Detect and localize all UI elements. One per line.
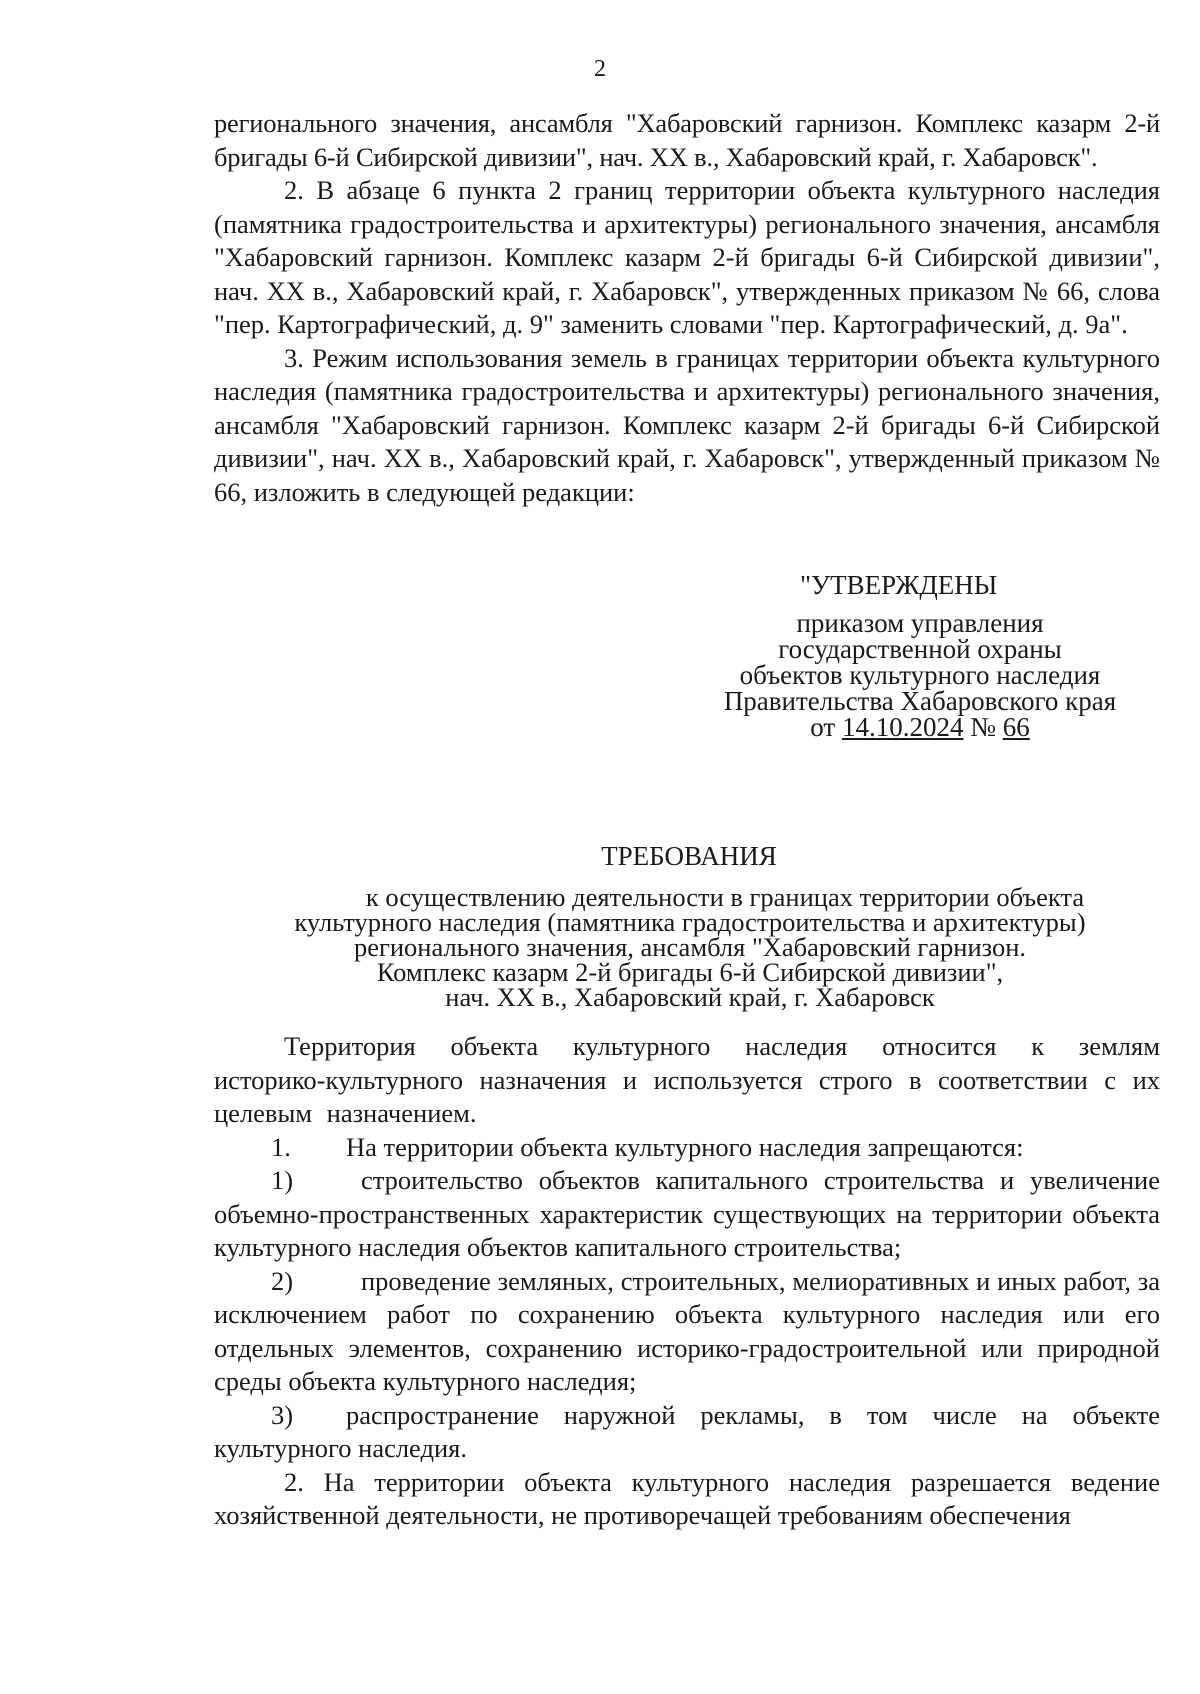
body-text — [214, 107, 1160, 509]
sub-item-number: 2) — [271, 1265, 294, 1296]
requirement-item-2: 2. На территории объекта культурного наследия разрешается ведение хозяйственной деятельности, не противоречащей требованиям обеспечения — [214, 1466, 1160, 1530]
paragraph-continuation: регионального значения, ансамбля "Хабаровский гарнизон. Комплекс казарм 2-й бригады 6-й Сибирской дивизии", нач. XX в., Хабаровский край, г. Хабаровск". — [214, 108, 1160, 172]
date-prefix: от — [810, 712, 836, 742]
requirements-subtitle — [230, 882, 1150, 1012]
approval-number: 66 — [1002, 712, 1030, 742]
sub-item-3 — [214, 1399, 1160, 1466]
paragraph-2: 2. В абзаце 6 пункта 2 границ территории объекта культурного наследия (памятника градостроительства и архитектуры) регионального значения, ансамбля "Хабаровский гарнизон. Комплекс казарм 2-й бригады 6-й Сибирской дивизии", нач. XX в., Хабаровский край, г. Хабаровск", утвержденных приказом № 66, слова "пер. Картографический, д. 9" заменить словами "пер. Картографический, д. 9а". — [214, 175, 1160, 339]
sub-item-text: строительство объектов капитального строительства и увеличение объемно-пространственных характеристик существующих на территории объекта культурного наследия объектов капитального строительства; — [214, 1165, 1160, 1262]
sub-item-2 — [214, 1265, 1160, 1399]
approval-date-line — [700, 714, 1140, 740]
sub-item-text: распространение наружной рекламы, в том числе на объекте культурного наследия. — [214, 1399, 1160, 1463]
approval-block — [700, 568, 1140, 740]
approval-line-2: государственной охраны — [778, 634, 1062, 664]
item-text: На территории объекта культурного наследия запрещаются: — [346, 1131, 1024, 1162]
item-number: 1. — [271, 1131, 291, 1162]
requirements-intro: Территория объекта культурного наследия относится к землям историко-культурного назначения и используется строго в соответствии с их целевым назначением. — [214, 1031, 1160, 1128]
sub-item-number: 1) — [271, 1165, 294, 1195]
approval-date: 14.10.2024 — [841, 712, 964, 742]
sub-item-text: проведение земляных, строительных, мелиоративных и иных работ, за исключением работ по сохранению объекта культурного наследия или его отдельных элементов, сохранению историко-градостроительной или природной среды объекта культурного наследия; — [214, 1265, 1160, 1396]
requirement-item-1 — [214, 1131, 1160, 1165]
approval-line-4: Правительства Хабаровского края — [723, 686, 1117, 716]
paragraph-3: 3. Режим использования земель в границах территории объекта культурного наследия (памятника градостроительства и архитектуры) регионального значения, ансамбля "Хабаровский гарнизон. Комплекс казарм 2-й бригады 6-й Сибирской дивизии", нач. XX в., Хабаровский край, г. Хабаровск", утвержденный приказом № 66, изложить в следующей редакции: — [214, 342, 1160, 507]
requirements-title: ТРЕБОВАНИЯ — [601, 841, 777, 871]
subtitle-line-5: нач. XX в., Хабаровский край, г. Хабаровск — [445, 982, 935, 1012]
sub-item-number: 3) — [271, 1399, 294, 1430]
approval-title: "УТВЕРЖДЕНЫ — [800, 570, 998, 600]
subtitle-line-2: культурного наследия (памятника градостроительства и архитектуры) — [294, 907, 1086, 937]
requirements-body — [214, 1030, 1160, 1533]
number-prefix: № — [970, 712, 996, 742]
subtitle-line-3: регионального значения, ансамбля "Хабаровский гарнизон. — [353, 932, 1027, 962]
page-number: 2 — [594, 56, 606, 82]
subtitle-line-1: к осуществлению деятельности в границах территории объекта — [365, 882, 1085, 912]
subtitle-line-4: Комплекс казарм 2-й бригады 6-й Сибирской дивизии", — [376, 957, 1004, 987]
sub-item-1 — [214, 1164, 1160, 1265]
approval-line-1: приказом управления — [796, 608, 1044, 638]
approval-line-3: объектов культурного наследия — [739, 660, 1101, 690]
